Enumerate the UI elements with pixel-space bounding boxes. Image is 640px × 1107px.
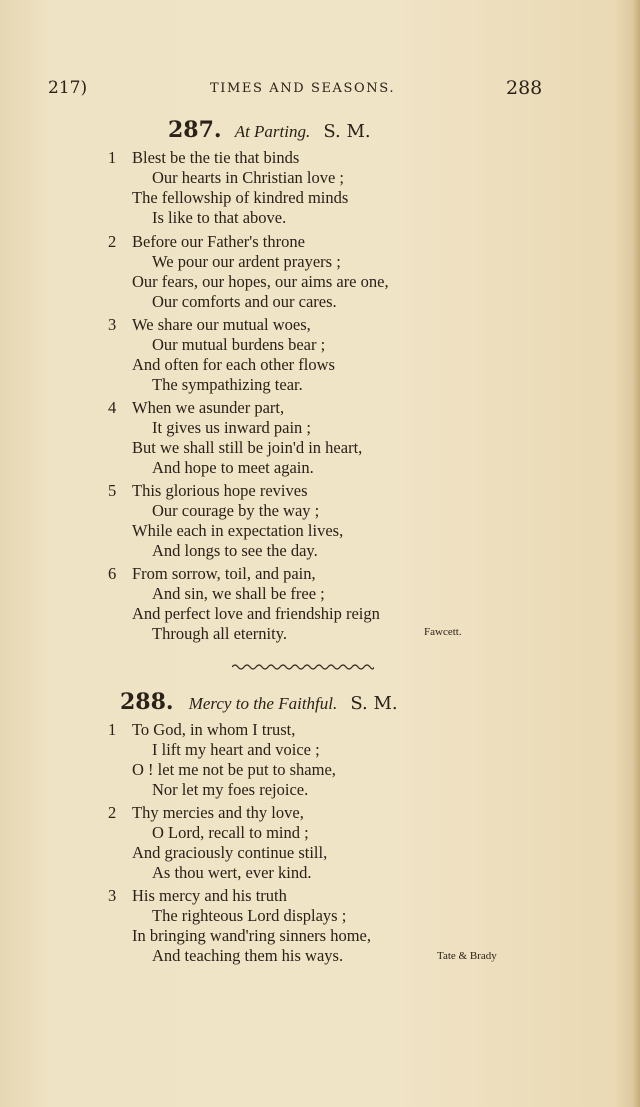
verse-line [108, 168, 528, 188]
verse-text: And perfect love and friendship reign [132, 604, 380, 623]
hymn-287-title [168, 117, 371, 143]
stanza [108, 803, 528, 883]
verse-text: Blest be the tie that binds [132, 148, 300, 167]
verse-line [108, 604, 528, 624]
verse-text: We pour our ardent prayers ; [152, 252, 341, 271]
verse-text: The fellowship of kindred minds [132, 188, 349, 207]
verse-line [108, 886, 528, 906]
verse-line [108, 863, 528, 883]
verse-text: It gives us inward pain ; [152, 418, 312, 437]
verse-text: The sympathizing tear. [152, 375, 303, 394]
verse-text: We share our mutual woes, [132, 315, 311, 334]
stanza-number: 4 [108, 398, 117, 417]
verse-text: Our fears, our hopes, our aims are one, [132, 272, 389, 291]
stanza [108, 315, 528, 395]
hymn-title: Mercy to the Faithful. [188, 694, 338, 713]
verse-text: And graciously continue still, [132, 843, 328, 862]
verse-line [108, 823, 528, 843]
verse-line [108, 740, 528, 760]
verse-text: Before our Father's throne [132, 232, 305, 251]
hymn-meter: S. M. [350, 693, 398, 714]
verse-line [108, 803, 528, 823]
verse-text: His mercy and his truth [132, 886, 287, 905]
page-edge [634, 0, 640, 1107]
verse-line [108, 315, 528, 335]
verse-line [108, 438, 528, 458]
verse-line [108, 375, 528, 395]
verse-line [108, 252, 528, 272]
verse-line [108, 584, 528, 604]
stanza-number: 1 [108, 148, 117, 167]
verse-line [108, 208, 528, 228]
verse-text: I lift my heart and voice ; [152, 740, 320, 759]
verse-line [108, 188, 528, 208]
page-number: 288 [506, 77, 543, 99]
verse-line [108, 501, 528, 521]
verse-text: Thy mercies and thy love, [132, 803, 304, 822]
verse-text: As thou wert, ever kind. [152, 863, 312, 882]
stanza-number: 2 [108, 232, 117, 251]
verse-line [108, 418, 528, 438]
stanza-number: 6 [108, 564, 117, 583]
stanza-number: 5 [108, 481, 117, 500]
stanza [108, 481, 528, 561]
verse-text: Our courage by the way ; [152, 501, 320, 520]
verse-line [108, 335, 528, 355]
verse-line [108, 355, 528, 375]
verse-text: And longs to see the day. [152, 541, 318, 560]
verse-text: This glorious hope revives [132, 481, 308, 500]
verse-line [108, 398, 528, 418]
verse-line [108, 481, 528, 501]
stanza [108, 398, 528, 478]
stanza-number: 2 [108, 803, 117, 822]
verse-text: To God, in whom I trust, [132, 720, 296, 739]
hymn-288-title [120, 689, 398, 715]
verse-text: In bringing wand'ring sinners home, [132, 926, 371, 945]
verse-text: Through all eternity. [152, 624, 288, 643]
verse-text: And sin, we shall be free ; [152, 584, 325, 603]
verse-text: And teaching them his ways. [152, 946, 344, 965]
verse-text: O Lord, recall to mind ; [152, 823, 309, 842]
stanza [108, 232, 528, 312]
ornamental-divider [232, 662, 374, 672]
verse-text: But we shall still be join'd in heart, [132, 438, 363, 457]
hymn-number: 288. [120, 689, 174, 715]
verse-line [108, 564, 528, 584]
running-header [0, 78, 640, 102]
stanza [108, 148, 528, 228]
verse-line [108, 521, 528, 541]
verse-line [108, 906, 528, 926]
stanza-number: 3 [108, 315, 117, 334]
verse-text: Our comforts and our cares. [152, 292, 337, 311]
verse-line [108, 458, 528, 478]
stanza-number: 3 [108, 886, 117, 905]
hymn-title: At Parting. [234, 122, 311, 141]
verse-text: Nor let my foes rejoice. [152, 780, 309, 799]
verse-line [108, 232, 528, 252]
verse-text: The righteous Lord displays ; [152, 906, 347, 925]
verse-text: Our hearts in Christian love ; [152, 168, 345, 187]
verse-line [108, 720, 528, 740]
header-left-marker: 217) [48, 78, 88, 98]
verse-line [108, 624, 528, 644]
verse-text: While each in expectation lives, [132, 521, 344, 540]
hymn-meter: S. M. [323, 121, 371, 142]
header-running-title: TIMES AND SEASONS. [210, 81, 396, 96]
hymn-287-attribution: Fawcett. [424, 626, 462, 638]
verse-text: When we asunder part, [132, 398, 285, 417]
verse-line [108, 760, 528, 780]
verse-text: O ! let me not be put to shame, [132, 760, 336, 779]
verse-line [108, 780, 528, 800]
verse-text: Our mutual burdens bear ; [152, 335, 326, 354]
verse-line [108, 292, 528, 312]
stanza [108, 564, 528, 644]
hymn-number: 287. [168, 117, 222, 143]
verse-line [108, 148, 528, 168]
verse-text: And often for each other flows [132, 355, 335, 374]
verse-line [108, 272, 528, 292]
hymn-288-attribution: Tate & Brady [437, 950, 497, 962]
verse-line [108, 926, 528, 946]
verse-text: Is like to that above. [152, 208, 287, 227]
verse-text: From sorrow, toil, and pain, [132, 564, 316, 583]
verse-line [108, 843, 528, 863]
stanza [108, 720, 528, 800]
verse-text: And hope to meet again. [152, 458, 314, 477]
stanza-number: 1 [108, 720, 117, 739]
verse-line [108, 541, 528, 561]
